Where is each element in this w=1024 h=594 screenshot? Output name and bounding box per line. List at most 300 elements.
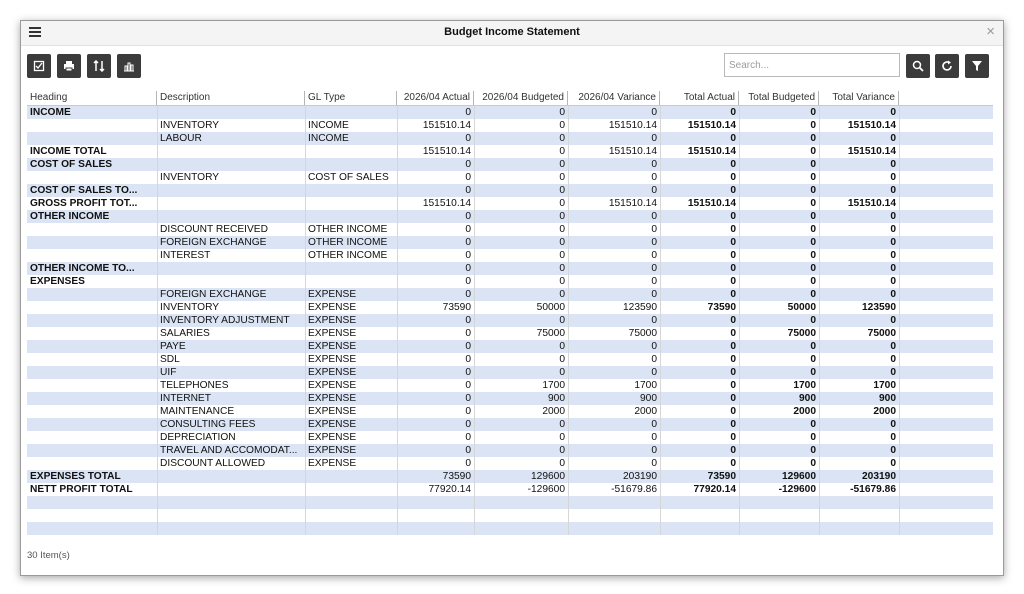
cell-total-variance: 151510.14 <box>847 120 896 131</box>
cell-gl-type: EXPENSE <box>308 458 357 469</box>
cell-description: SALARIES <box>160 328 210 339</box>
cell-gl-type: EXPENSE <box>308 393 357 404</box>
table-row[interactable] <box>27 197 993 210</box>
table-row[interactable] <box>27 145 993 158</box>
cell-heading <box>27 171 157 184</box>
cell-period-budgeted: 0 <box>559 315 565 326</box>
cell-total-variance: -51679.86 <box>850 484 896 495</box>
cell-total-actual: 0 <box>730 263 736 274</box>
cell-total-variance: 203190 <box>862 471 896 482</box>
cell-period-actual: 0 <box>465 211 471 222</box>
cell-total-variance: 0 <box>890 185 896 196</box>
cell-period-variance: 0 <box>651 263 657 274</box>
cell-period-variance: 203190 <box>623 471 657 482</box>
search-button[interactable] <box>906 54 930 78</box>
cell-period-actual: 0 <box>465 432 471 443</box>
column-header-gl-type[interactable]: GL Type <box>305 91 397 105</box>
empty-row <box>27 509 993 522</box>
cell-total-actual: 0 <box>730 172 736 183</box>
search-input[interactable] <box>724 53 900 77</box>
table-row[interactable] <box>27 275 993 288</box>
cell-period-actual: 0 <box>465 341 471 352</box>
cell-heading <box>27 431 157 444</box>
cell-period-budgeted: 0 <box>559 133 565 144</box>
cell-description: INVENTORY <box>160 120 220 131</box>
cell-period-variance: 0 <box>651 237 657 248</box>
filter-button[interactable] <box>965 54 989 78</box>
cell-total-budgeted: 0 <box>810 237 816 248</box>
cell-period-budgeted: 0 <box>559 237 565 248</box>
table-row[interactable] <box>27 132 993 145</box>
cell-total-actual: 0 <box>730 107 736 118</box>
cell-total-budgeted: 0 <box>810 367 816 378</box>
cell-total-actual: 151510.14 <box>687 146 736 157</box>
cell-total-budgeted: 0 <box>810 133 816 144</box>
table-row[interactable] <box>27 119 993 132</box>
cell-total-actual: 0 <box>730 354 736 365</box>
cell-total-budgeted: 0 <box>810 120 816 131</box>
cell-description: INVENTORY <box>160 302 220 313</box>
cell-period-budgeted: 2000 <box>542 406 565 417</box>
cell-period-actual: 0 <box>465 159 471 170</box>
cell-period-variance: 0 <box>651 172 657 183</box>
cell-period-variance: 0 <box>651 185 657 196</box>
column-divider <box>157 106 158 535</box>
cell-period-budgeted: 0 <box>559 341 565 352</box>
table-row[interactable] <box>27 327 993 340</box>
cell-total-actual: 0 <box>730 367 736 378</box>
cell-total-budgeted: 0 <box>810 458 816 469</box>
cell-gl-type: EXPENSE <box>308 419 357 430</box>
cell-total-budgeted: 0 <box>810 419 816 430</box>
cell-gl-type: EXPENSE <box>308 289 357 300</box>
cell-total-budgeted: 1700 <box>793 380 816 391</box>
table-row[interactable] <box>27 405 993 418</box>
cell-period-budgeted: 0 <box>559 354 565 365</box>
cell-heading: EXPENSES <box>30 276 85 287</box>
cell-description: DISCOUNT ALLOWED <box>160 458 266 469</box>
cell-period-budgeted: 0 <box>559 432 565 443</box>
cell-total-variance: 0 <box>890 341 896 352</box>
cell-period-variance: 0 <box>651 315 657 326</box>
cell-gl-type: OTHER INCOME <box>308 224 388 235</box>
cell-period-budgeted: 0 <box>559 419 565 430</box>
cell-total-variance: 151510.14 <box>847 146 896 157</box>
cell-period-variance: 0 <box>651 276 657 287</box>
item-count: 30 Item(s) <box>27 550 70 561</box>
cell-gl-type: EXPENSE <box>308 328 357 339</box>
cell-heading <box>27 457 157 470</box>
cell-period-actual: 73590 <box>442 302 471 313</box>
cell-description <box>157 210 305 223</box>
cell-period-budgeted: 0 <box>559 211 565 222</box>
cell-heading: OTHER INCOME TO... <box>30 263 135 274</box>
cell-total-actual: 0 <box>730 315 736 326</box>
cell-description: INTERNET <box>160 393 211 404</box>
table-row[interactable] <box>27 314 993 327</box>
cell-total-budgeted: 0 <box>810 107 816 118</box>
cell-total-budgeted: 0 <box>810 432 816 443</box>
table-row[interactable] <box>27 444 993 457</box>
cell-period-actual: 151510.14 <box>422 146 471 157</box>
cell-period-budgeted: -129600 <box>527 484 565 495</box>
table-row[interactable] <box>27 340 993 353</box>
checkbox-icon <box>33 60 45 72</box>
cell-gl-type <box>305 262 397 275</box>
cell-period-actual: 0 <box>465 107 471 118</box>
table-row[interactable] <box>27 483 993 496</box>
cell-period-variance: 0 <box>651 445 657 456</box>
cell-description <box>157 145 305 158</box>
cell-period-budgeted: 0 <box>559 445 565 456</box>
cell-gl-type: EXPENSE <box>308 302 357 313</box>
table-row[interactable] <box>27 431 993 444</box>
cell-total-budgeted: 0 <box>810 276 816 287</box>
cell-heading: COST OF SALES <box>30 159 113 170</box>
filter-icon <box>971 60 983 72</box>
table-row[interactable] <box>27 184 993 197</box>
table-row[interactable] <box>27 158 993 171</box>
cell-total-variance: 0 <box>890 289 896 300</box>
cell-period-budgeted: 0 <box>559 120 565 131</box>
column-divider <box>305 106 306 535</box>
cell-heading <box>27 223 157 236</box>
cell-total-actual: 0 <box>730 380 736 391</box>
cell-period-actual: 0 <box>465 367 471 378</box>
cell-gl-type: OTHER INCOME <box>308 237 388 248</box>
cell-total-budgeted: 0 <box>810 211 816 222</box>
cell-period-actual: 0 <box>465 237 471 248</box>
refresh-icon <box>941 60 953 72</box>
cell-period-actual: 0 <box>465 419 471 430</box>
cell-heading <box>27 444 157 457</box>
cell-period-budgeted: 0 <box>559 263 565 274</box>
bar-chart-icon <box>123 60 135 72</box>
cell-total-actual: 0 <box>730 406 736 417</box>
column-header-heading[interactable]: Heading <box>27 91 157 105</box>
printer-icon <box>63 60 75 72</box>
close-icon[interactable]: × <box>986 23 995 40</box>
cell-total-actual: 151510.14 <box>687 198 736 209</box>
cell-period-variance: 2000 <box>634 406 657 417</box>
cell-total-variance: 123590 <box>862 302 896 313</box>
cell-period-variance: 0 <box>651 211 657 222</box>
cell-description: INVENTORY ADJUSTMENT <box>160 315 290 326</box>
cell-period-budgeted: 0 <box>559 198 565 209</box>
cell-total-variance: 0 <box>890 419 896 430</box>
cell-period-variance: 151510.14 <box>608 146 657 157</box>
cell-total-budgeted: -129600 <box>778 484 816 495</box>
cell-period-actual: 0 <box>465 328 471 339</box>
cell-heading: EXPENSES TOTAL <box>30 471 121 482</box>
cell-period-budgeted: 0 <box>559 172 565 183</box>
cell-heading <box>27 236 157 249</box>
cell-total-variance: 0 <box>890 367 896 378</box>
cell-heading: OTHER INCOME <box>30 211 110 222</box>
cell-total-actual: 73590 <box>707 471 736 482</box>
magnifier-icon <box>912 60 924 72</box>
cell-period-variance: 75000 <box>628 328 657 339</box>
cell-period-variance: 0 <box>651 354 657 365</box>
cell-total-budgeted: 129600 <box>782 471 816 482</box>
cell-total-budgeted: 0 <box>810 224 816 235</box>
table-row[interactable] <box>27 392 993 405</box>
cell-total-actual: 0 <box>730 237 736 248</box>
cell-description <box>157 470 305 483</box>
cell-period-actual: 0 <box>465 263 471 274</box>
cell-total-budgeted: 0 <box>810 159 816 170</box>
data-grid <box>27 91 993 543</box>
cell-total-actual: 0 <box>730 419 736 430</box>
cell-gl-type: EXPENSE <box>308 354 357 365</box>
column-header-period-budgeted[interactable]: 2026/04 Budgeted <box>474 91 568 105</box>
cell-period-actual: 0 <box>465 276 471 287</box>
cell-period-budgeted: 75000 <box>536 328 565 339</box>
cell-period-budgeted: 50000 <box>536 302 565 313</box>
column-divider <box>819 106 820 535</box>
cell-period-actual: 0 <box>465 224 471 235</box>
table-row[interactable] <box>27 210 993 223</box>
table-row[interactable] <box>27 236 993 249</box>
refresh-button[interactable] <box>935 54 959 78</box>
cell-total-budgeted: 2000 <box>793 406 816 417</box>
cell-total-actual: 0 <box>730 328 736 339</box>
cell-heading <box>27 327 157 340</box>
cell-period-actual: 0 <box>465 406 471 417</box>
cell-total-actual: 151510.14 <box>687 120 736 131</box>
cell-heading <box>27 366 157 379</box>
cell-total-variance: 0 <box>890 445 896 456</box>
cell-description: TELEPHONES <box>160 380 229 391</box>
cell-heading <box>27 379 157 392</box>
cell-period-actual: 0 <box>465 380 471 391</box>
column-divider <box>568 106 569 535</box>
cell-total-variance: 0 <box>890 211 896 222</box>
table-row[interactable] <box>27 288 993 301</box>
table-row[interactable] <box>27 457 993 470</box>
cell-period-variance: 0 <box>651 367 657 378</box>
cell-gl-type <box>305 145 397 158</box>
cell-period-actual: 0 <box>465 458 471 469</box>
cell-period-actual: 0 <box>465 315 471 326</box>
column-header-period-variance[interactable]: 2026/04 Variance <box>568 91 660 105</box>
table-row[interactable] <box>27 262 993 275</box>
column-divider <box>474 106 475 535</box>
table-row[interactable] <box>27 353 993 366</box>
cell-description: UIF <box>160 367 177 378</box>
cell-heading: GROSS PROFIT TOT... <box>30 198 138 209</box>
cell-total-variance: 0 <box>890 172 896 183</box>
column-divider <box>739 106 740 535</box>
cell-total-variance: 2000 <box>873 406 896 417</box>
cell-total-variance: 0 <box>890 237 896 248</box>
sort-arrows-icon <box>93 60 105 72</box>
empty-row <box>27 522 993 535</box>
cell-gl-type: EXPENSE <box>308 432 357 443</box>
cell-period-actual: 0 <box>465 354 471 365</box>
cell-total-budgeted: 0 <box>810 185 816 196</box>
cell-period-actual: 0 <box>465 172 471 183</box>
cell-period-actual: 73590 <box>442 471 471 482</box>
cell-total-actual: 0 <box>730 133 736 144</box>
cell-total-budgeted: 0 <box>810 341 816 352</box>
cell-total-budgeted: 0 <box>810 289 816 300</box>
cell-period-budgeted: 0 <box>559 289 565 300</box>
cell-period-budgeted: 0 <box>559 367 565 378</box>
cell-heading <box>27 301 157 314</box>
cell-description <box>157 262 305 275</box>
cell-total-actual: 0 <box>730 159 736 170</box>
cell-total-variance: 0 <box>890 458 896 469</box>
cell-total-actual: 0 <box>730 432 736 443</box>
table-row[interactable] <box>27 366 993 379</box>
table-row[interactable] <box>27 301 993 314</box>
window-title: Budget Income Statement <box>444 26 580 38</box>
table-row[interactable] <box>27 249 993 262</box>
cell-total-budgeted: 0 <box>810 263 816 274</box>
cell-period-actual: 77920.14 <box>428 484 471 495</box>
cell-gl-type <box>305 470 397 483</box>
cell-total-variance: 0 <box>890 107 896 118</box>
print-button[interactable] <box>57 54 81 78</box>
cell-period-variance: 0 <box>651 133 657 144</box>
cell-total-variance: 0 <box>890 354 896 365</box>
chart-button[interactable] <box>117 54 141 78</box>
cell-period-budgeted: 900 <box>548 393 565 404</box>
cell-gl-type: EXPENSE <box>308 406 357 417</box>
cell-gl-type <box>305 210 397 223</box>
column-header-total-actual[interactable]: Total Actual <box>660 91 739 105</box>
cell-heading <box>27 249 157 262</box>
cell-total-variance: 0 <box>890 224 896 235</box>
cell-total-budgeted: 0 <box>810 250 816 261</box>
table-row[interactable] <box>27 171 993 184</box>
table-row[interactable] <box>27 418 993 431</box>
cell-period-actual: 0 <box>465 133 471 144</box>
cell-total-budgeted: 0 <box>810 445 816 456</box>
cell-period-budgeted: 0 <box>559 146 565 157</box>
title-bar <box>21 21 1003 46</box>
report-window <box>20 20 1004 576</box>
cell-period-variance: 1700 <box>634 380 657 391</box>
cell-total-variance: 0 <box>890 432 896 443</box>
cell-total-variance: 151510.14 <box>847 198 896 209</box>
cell-description <box>157 158 305 171</box>
cell-description: DISCOUNT RECEIVED <box>160 224 268 235</box>
cell-period-budgeted: 0 <box>559 224 565 235</box>
column-divider <box>899 106 900 535</box>
cell-gl-type <box>305 275 397 288</box>
cell-period-budgeted: 0 <box>559 458 565 469</box>
cell-total-actual: 0 <box>730 185 736 196</box>
cell-description <box>157 483 305 496</box>
cell-description: CONSULTING FEES <box>160 419 256 430</box>
select-all-button[interactable] <box>27 54 51 78</box>
cell-period-budgeted: 0 <box>559 276 565 287</box>
cell-period-variance: 0 <box>651 289 657 300</box>
cell-total-budgeted: 0 <box>810 172 816 183</box>
cell-total-actual: 0 <box>730 458 736 469</box>
cell-period-actual: 0 <box>465 250 471 261</box>
cell-description: MAINTENANCE <box>160 406 235 417</box>
cell-period-variance: 151510.14 <box>608 120 657 131</box>
cell-period-variance: 0 <box>651 419 657 430</box>
cell-heading: INCOME <box>30 107 71 118</box>
cell-total-variance: 900 <box>879 393 896 404</box>
cell-total-actual: 0 <box>730 445 736 456</box>
cell-gl-type: EXPENSE <box>308 380 357 391</box>
cell-period-actual: 0 <box>465 185 471 196</box>
sort-button[interactable] <box>87 54 111 78</box>
cell-period-variance: 0 <box>651 159 657 170</box>
empty-row <box>27 496 993 509</box>
cell-total-budgeted: 75000 <box>787 328 816 339</box>
table-row[interactable] <box>27 223 993 236</box>
cell-heading <box>27 340 157 353</box>
table-row[interactable] <box>27 470 993 483</box>
cell-total-budgeted: 900 <box>799 393 816 404</box>
cell-total-actual: 77920.14 <box>693 484 736 495</box>
cell-heading <box>27 119 157 132</box>
column-header-total-variance[interactable]: Total Variance <box>819 91 899 105</box>
cell-heading: INCOME TOTAL <box>30 146 107 157</box>
cell-total-budgeted: 0 <box>810 146 816 157</box>
cell-total-variance: 0 <box>890 276 896 287</box>
cell-description: INVENTORY <box>160 172 220 183</box>
cell-period-actual: 0 <box>465 445 471 456</box>
cell-period-budgeted: 0 <box>559 185 565 196</box>
table-row[interactable] <box>27 106 993 119</box>
cell-description <box>157 275 305 288</box>
cell-heading <box>27 353 157 366</box>
cell-period-variance: 0 <box>651 341 657 352</box>
table-row[interactable] <box>27 379 993 392</box>
cell-gl-type <box>305 106 397 119</box>
cell-description: DEPRECIATION <box>160 432 236 443</box>
cell-gl-type: INCOME <box>308 133 349 144</box>
cell-gl-type <box>305 184 397 197</box>
cell-gl-type: INCOME <box>308 120 349 131</box>
cell-description: LABOUR <box>160 133 202 144</box>
column-header-period-actual[interactable]: 2026/04 Actual <box>397 91 474 105</box>
cell-description: SDL <box>160 354 180 365</box>
cell-total-actual: 0 <box>730 289 736 300</box>
cell-heading <box>27 405 157 418</box>
cell-description: FOREIGN EXCHANGE <box>160 289 267 300</box>
column-header-description[interactable]: Description <box>157 91 305 105</box>
cell-total-actual: 73590 <box>707 302 736 313</box>
cell-period-actual: 0 <box>465 289 471 300</box>
cell-period-budgeted: 0 <box>559 159 565 170</box>
grid-header <box>27 91 993 106</box>
column-header-total-budgeted[interactable]: Total Budgeted <box>739 91 819 105</box>
cell-total-actual: 0 <box>730 224 736 235</box>
cell-total-actual: 0 <box>730 341 736 352</box>
cell-total-variance: 0 <box>890 133 896 144</box>
cell-description <box>157 197 305 210</box>
column-divider <box>660 106 661 535</box>
cell-period-variance: -51679.86 <box>611 484 657 495</box>
cell-total-variance: 0 <box>890 250 896 261</box>
cell-period-variance: 0 <box>651 250 657 261</box>
cell-description <box>157 184 305 197</box>
cell-heading: NETT PROFIT TOTAL <box>30 484 133 495</box>
cell-gl-type: EXPENSE <box>308 367 357 378</box>
cell-gl-type <box>305 483 397 496</box>
cell-period-actual: 0 <box>465 393 471 404</box>
cell-period-variance: 123590 <box>623 302 657 313</box>
cell-period-budgeted: 1700 <box>542 380 565 391</box>
